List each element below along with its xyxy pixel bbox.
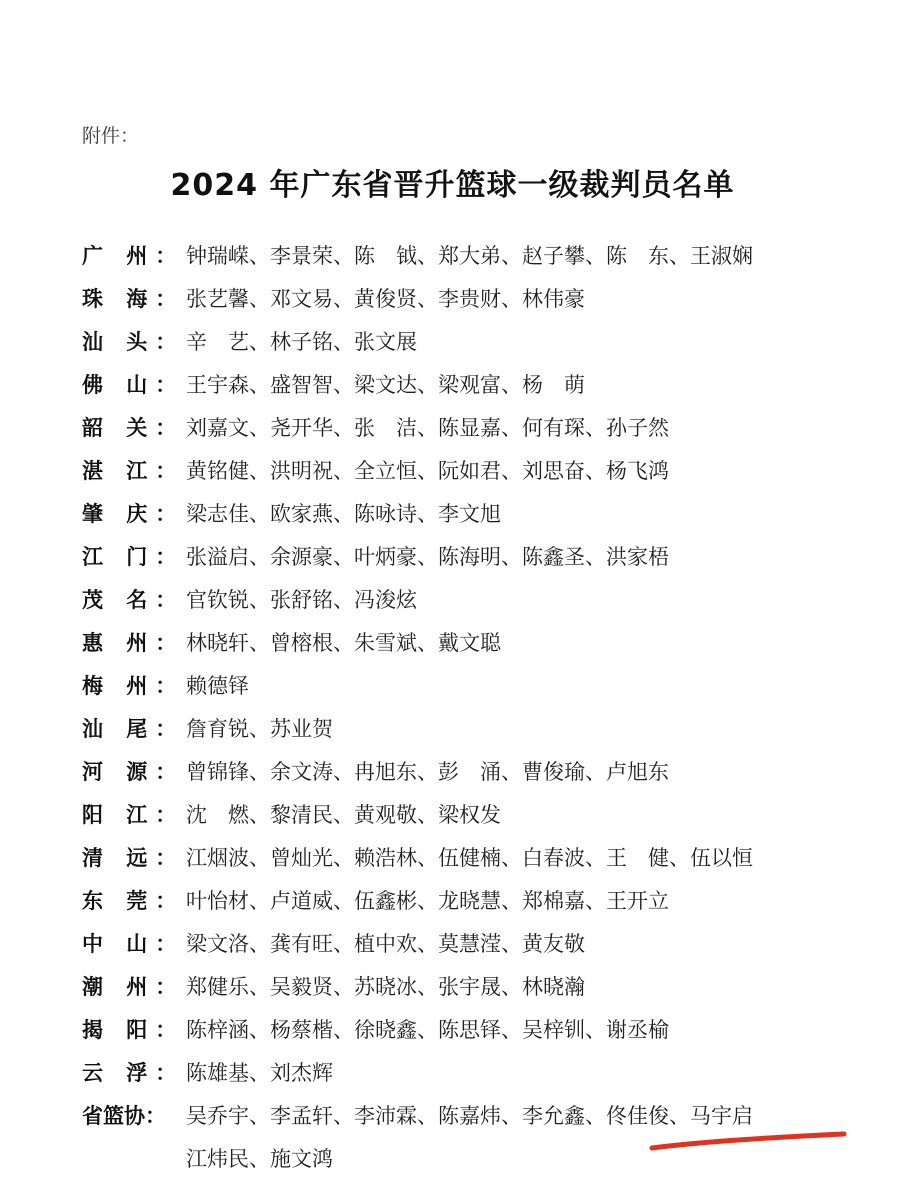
list-row (82, 711, 333, 745)
region-label: 广 州： (82, 244, 185, 268)
list-row (82, 1098, 753, 1132)
list-row (82, 281, 585, 315)
referee-names: 刘嘉文、尧开华、张 洁、陈显嘉、何有琛、孙子然 (186, 416, 669, 440)
referee-names: 梁志佳、欧家燕、陈咏诗、李文旭 (186, 502, 501, 526)
list-row (82, 410, 669, 444)
list-row (82, 539, 669, 573)
referee-names: 官钦锐、张舒铭、冯浚炫 (186, 588, 417, 612)
referee-names: 黄铭健、洪明祝、全立恒、阮如君、刘思奋、杨飞鸿 (186, 459, 669, 483)
referee-names: 郑健乐、吴毅贤、苏晓冰、张宇晟、林晓瀚 (186, 975, 585, 999)
referee-names: 赖德铎 (186, 674, 249, 698)
region-label: 佛 山： (82, 373, 185, 397)
list-row (82, 840, 753, 874)
referee-names: 钟瑞嵘、李景荣、陈 钺、郑大弟、赵子攀、陈 东、王淑娴 (186, 244, 753, 268)
region-label: 河 源： (82, 760, 185, 784)
referee-names: 张溢启、余源豪、叶炳豪、陈海明、陈鑫圣、洪家梧 (186, 545, 669, 569)
list-row (82, 1055, 333, 1089)
referee-names: 张艺馨、邓文易、黄俊贤、李贵财、林伟豪 (186, 287, 585, 311)
red-underline-annotation (648, 1128, 848, 1154)
attachment-label: 附件： (82, 125, 140, 147)
referee-names: 江炜民、施文鸿 (186, 1147, 333, 1171)
referee-names: 陈雄基、刘杰辉 (186, 1061, 333, 1085)
list-row (82, 754, 669, 788)
region-label: 阳 江： (82, 803, 185, 827)
list-row (82, 496, 501, 530)
referee-names: 曾锦锋、余文涛、冉旭东、彭 涌、曹俊瑜、卢旭东 (186, 760, 669, 784)
region-label: 揭 阳： (82, 1018, 185, 1042)
region-label: 东 莞： (82, 889, 185, 913)
region-label: 惠 州： (82, 631, 185, 655)
list-row (82, 1012, 669, 1046)
referee-names: 林晓轩、曾榕根、朱雪斌、戴文聪 (186, 631, 501, 655)
list-row (82, 883, 669, 917)
referee-names: 王宇森、盛智智、梁文达、梁观富、杨 萌 (186, 373, 585, 397)
region-label: 汕 尾： (82, 717, 185, 741)
referee-names: 詹育锐、苏业贺 (186, 717, 333, 741)
list-row (82, 625, 501, 659)
list-row (82, 668, 249, 702)
list-row (82, 926, 585, 960)
region-label: 云 浮： (82, 1061, 185, 1085)
region-label: 中 山： (82, 932, 185, 956)
referee-names: 沈 燃、黎清民、黄观敬、梁权发 (186, 803, 501, 827)
list-row (82, 969, 585, 1003)
referee-names: 辛 艺、林子铭、张文展 (186, 330, 417, 354)
region-label: 省篮协： (82, 1104, 166, 1128)
list-row-continuation (82, 1141, 333, 1175)
region-label: 汕 头： (82, 330, 185, 354)
region-label: 梅 州： (82, 674, 185, 698)
referee-names: 叶怡材、卢道威、伍鑫彬、龙晓慧、郑棉嘉、王开立 (186, 889, 669, 913)
region-label: 清 远： (82, 846, 185, 870)
referee-names: 梁文洛、龚有旺、植中欢、莫慧滢、黄友敬 (186, 932, 585, 956)
list-row (82, 797, 501, 831)
region-label: 湛 江： (82, 459, 185, 483)
referee-names: 江烟波、曾灿光、赖浩林、伍健楠、白春波、王 健、伍以恒 (186, 846, 753, 870)
list-row (82, 324, 417, 358)
region-label: 韶 关： (82, 416, 185, 440)
referee-names: 陈梓涵、杨蔡楷、徐晓鑫、陈思铎、吴梓钏、谢丞榆 (186, 1018, 669, 1042)
region-label: 肇 庆： (82, 502, 185, 526)
page-title: 2024 年广东省晋升篮球一级裁判员名单 (170, 168, 735, 203)
region-label: 茂 名： (82, 588, 185, 612)
region-label: 江 门： (82, 545, 185, 569)
list-row (82, 367, 585, 401)
region-label: 潮 州： (82, 975, 185, 999)
referee-names: 吴乔宇、李孟轩、李沛霖、陈嘉炜、李允鑫、佟佳俊、马宇启 (186, 1104, 753, 1128)
list-row (82, 238, 753, 272)
region-label: 珠 海： (82, 287, 185, 311)
list-row (82, 582, 417, 616)
list-row (82, 453, 669, 487)
